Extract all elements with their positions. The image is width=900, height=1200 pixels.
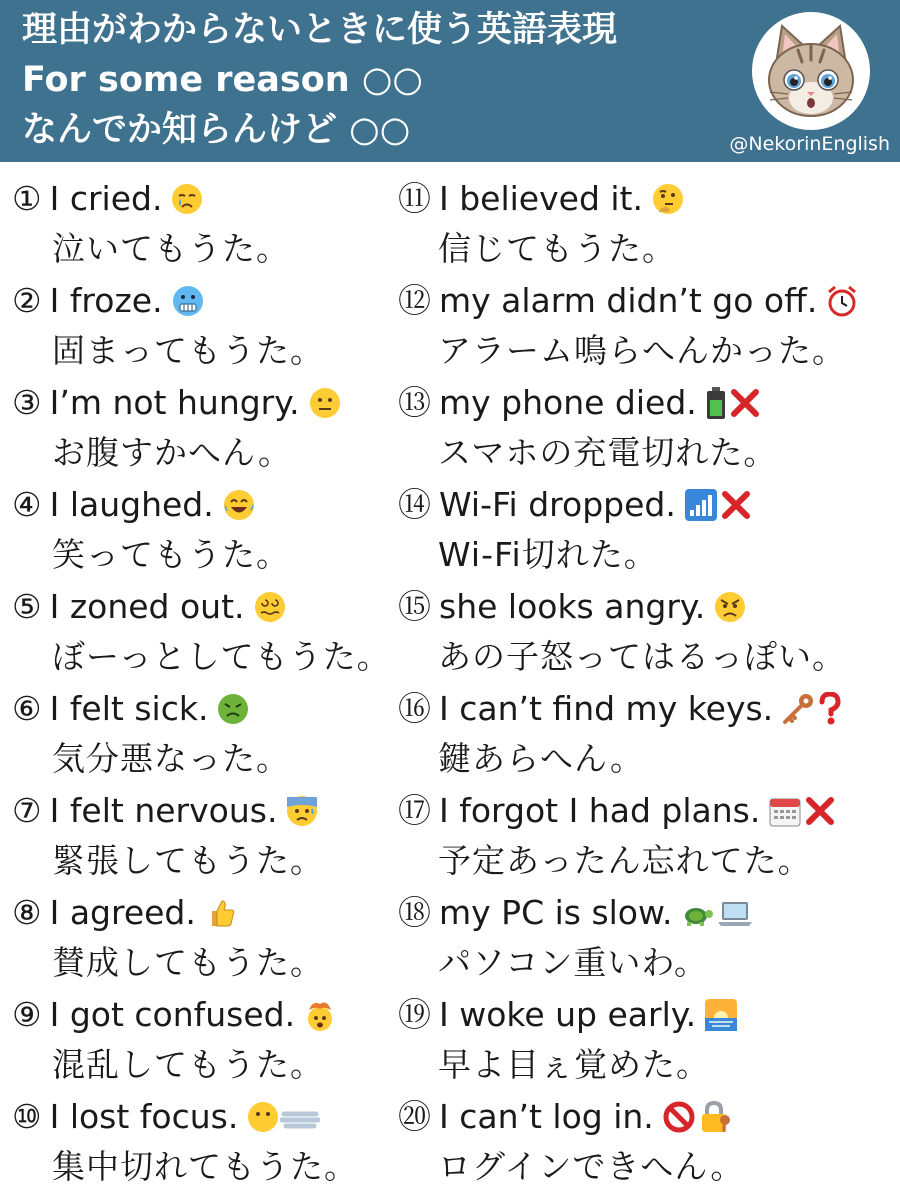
author-handle: @NekorinEnglish [729,133,890,155]
phrase-number: ⑧ [12,893,42,932]
japanese-translation: パソコン重いわ。 [438,943,709,982]
japanese-translation: 気分悪なった。 [52,739,290,778]
phrase-entry [398,888,898,990]
japanese-translation: Wi-Fi切れた。 [438,535,658,574]
phrase-number: ④ [12,485,42,524]
phrase-entry [12,174,462,276]
phrase-number: ⑨ [12,995,42,1034]
english-phrase [398,686,843,732]
english-phrase [12,890,238,936]
emoji-group [825,284,859,318]
english-phrase [398,380,761,426]
turtle-icon [680,896,714,930]
japanese-translation: ログインできへん。 [438,1147,745,1186]
phrase-entry [12,786,462,888]
emoji-group [781,692,843,726]
thinking-face-icon [651,182,685,216]
phrase-entry [398,990,898,1092]
english-phrase [12,992,337,1038]
cat-avatar [752,12,870,130]
english-text: I zoned out. [49,587,245,626]
phrase-entry [398,786,898,888]
phrase-entry [398,378,898,480]
face-in-clouds-icon [246,1100,320,1134]
emoji-group [651,182,685,216]
english-text: I woke up early. [439,995,697,1034]
english-text: she looks angry. [439,587,706,626]
phrase-number: ⑭ [398,485,431,524]
emoji-group [171,284,205,318]
english-text: I felt sick. [49,689,209,728]
japanese-translation: 混乱してもうた。 [52,1045,324,1084]
english-text: I cried. [49,179,163,218]
japanese-translation: ぼーっとしてもうた。 [52,637,391,676]
emoji-group [308,386,342,420]
japanese-translation: 緊張してもうた。 [52,841,324,880]
phrase-number: ⑯ [398,689,431,728]
english-text: my alarm didn’t go off. [439,281,818,320]
phrase-number: ⑤ [12,587,42,626]
phrase-number: ⑲ [398,995,431,1034]
emoji-group [713,590,747,624]
phrase-number: ⑥ [12,689,42,728]
phrase-number: ⑩ [12,1097,42,1136]
english-phrase [398,1094,732,1140]
japanese-translation: お腹すかへん。 [52,433,292,472]
english-phrase [12,278,205,324]
emoji-group [204,896,238,930]
phrase-entry [12,276,462,378]
english-phrase [398,278,859,324]
phrase-number: ⑰ [398,791,431,830]
crying-face-icon [170,182,204,216]
japanese-translation: 賛成してもうた。 [52,943,324,982]
english-text: my PC is slow. [439,893,673,932]
emoji-group [216,692,250,726]
signal-bars-icon [684,488,718,522]
emoji-group [253,590,287,624]
sunrise-icon [704,998,738,1032]
laptop-icon [716,896,754,930]
phrase-entry [12,480,462,582]
japanese-translation: アラーム鳴らへんかった。 [438,331,846,370]
phrase-number: ⑳ [398,1097,431,1136]
emoji-group [222,488,256,522]
english-phrase [12,686,250,732]
japanese-translation: スマホの充電切れた。 [438,433,778,472]
english-text: I laughed. [49,485,214,524]
japanese-translation: 信じてもうた。 [438,229,676,268]
japanese-translation: 集中切れてもうた。 [52,1147,358,1186]
phrase-entry [398,1092,898,1194]
cross-mark-icon [720,488,752,522]
exploding-head-icon [303,998,337,1032]
english-text: I believed it. [439,179,643,218]
phrase-entry [12,888,462,990]
calendar-icon [768,794,802,828]
english-text: I can’t find my keys. [439,689,774,728]
cross-mark-icon [729,386,761,420]
alarm-clock-icon [825,284,859,318]
japanese-translation: 泣いてもうた。 [52,229,290,268]
english-phrase [12,788,319,834]
japanese-translation: 鍵あらへん。 [438,739,644,778]
cold-face-icon [171,284,205,318]
english-text: Wi-Fi dropped. [439,485,676,524]
left-column [12,174,462,1194]
phrase-entry [398,174,898,276]
nauseated-face-icon [216,692,250,726]
english-phrase [398,992,738,1038]
battery-icon [705,386,727,420]
phrase-number: ⑪ [398,179,431,218]
thumbs-up-icon [204,896,238,930]
japanese-translation: あの子怒ってはるっぽい。 [438,637,846,676]
japanese-translation: 早よ目ぇ覚めた。 [438,1045,710,1084]
emoji-group [704,998,738,1032]
english-text: I froze. [49,281,163,320]
phrase-entry [12,1092,462,1194]
japanese-translation: 笑ってもうた。 [52,535,290,574]
emoji-group [768,794,836,828]
english-text: I can’t log in. [439,1097,654,1136]
emoji-group [662,1100,732,1134]
emoji-group [170,182,204,216]
header-banner [0,0,900,162]
emoji-group [303,998,337,1032]
phrase-entry [12,684,462,786]
emoji-group [680,896,754,930]
emoji-group [285,794,319,828]
locked-key-icon [698,1100,732,1134]
question-mark-icon [817,692,843,726]
japanese-translation: 固まってもうた。 [52,331,324,370]
phrase-entry [12,990,462,1092]
english-text: my phone died. [439,383,697,422]
phrase-number: ⑮ [398,587,431,626]
spiral-eyes-icon [253,590,287,624]
english-subtitle: For some reason ○○ [22,60,423,100]
english-phrase [12,1094,320,1140]
phrase-number: ⑦ [12,791,42,830]
phrase-number: ⑬ [398,383,431,422]
english-phrase [398,482,752,528]
angry-face-icon [713,590,747,624]
right-column [398,174,898,1194]
english-text: I felt nervous. [49,791,278,830]
english-phrase [12,482,256,528]
english-text: I lost focus. [49,1097,239,1136]
japanese-subtitle: なんでか知らんけど ○○ [22,110,411,150]
phrase-entry [398,276,898,378]
phrase-entry [12,378,462,480]
english-phrase [12,584,287,630]
page-title: 理由がわからないときに使う英語表現 [22,10,618,50]
english-phrase [398,890,754,936]
phrase-entry [398,480,898,582]
english-text: I forgot I had plans. [439,791,761,830]
cross-mark-icon [804,794,836,828]
phrase-number: ② [12,281,42,320]
english-phrase [398,584,747,630]
phrase-number: ③ [12,383,42,422]
emoji-group [684,488,752,522]
phrase-entry [398,582,898,684]
neutral-face-icon [308,386,342,420]
english-phrase [12,176,204,222]
english-text: I agreed. [49,893,196,932]
emoji-group [246,1100,320,1134]
tears-of-joy-icon [222,488,256,522]
english-phrase [398,176,685,222]
english-text: I’m not hungry. [49,383,300,422]
phrase-entry [398,684,898,786]
english-phrase [12,380,342,426]
key-icon [781,692,815,726]
phrase-number: ⑱ [398,893,431,932]
emoji-group [705,386,761,420]
phrase-number: ⑫ [398,281,431,320]
anxious-sweat-icon [285,794,319,828]
phrase-entry [12,582,462,684]
prohibited-icon [662,1100,696,1134]
english-phrase [398,788,836,834]
japanese-translation: 予定あったん忘れてた。 [438,841,812,880]
english-text: I got confused. [49,995,296,1034]
phrase-number: ① [12,179,42,218]
